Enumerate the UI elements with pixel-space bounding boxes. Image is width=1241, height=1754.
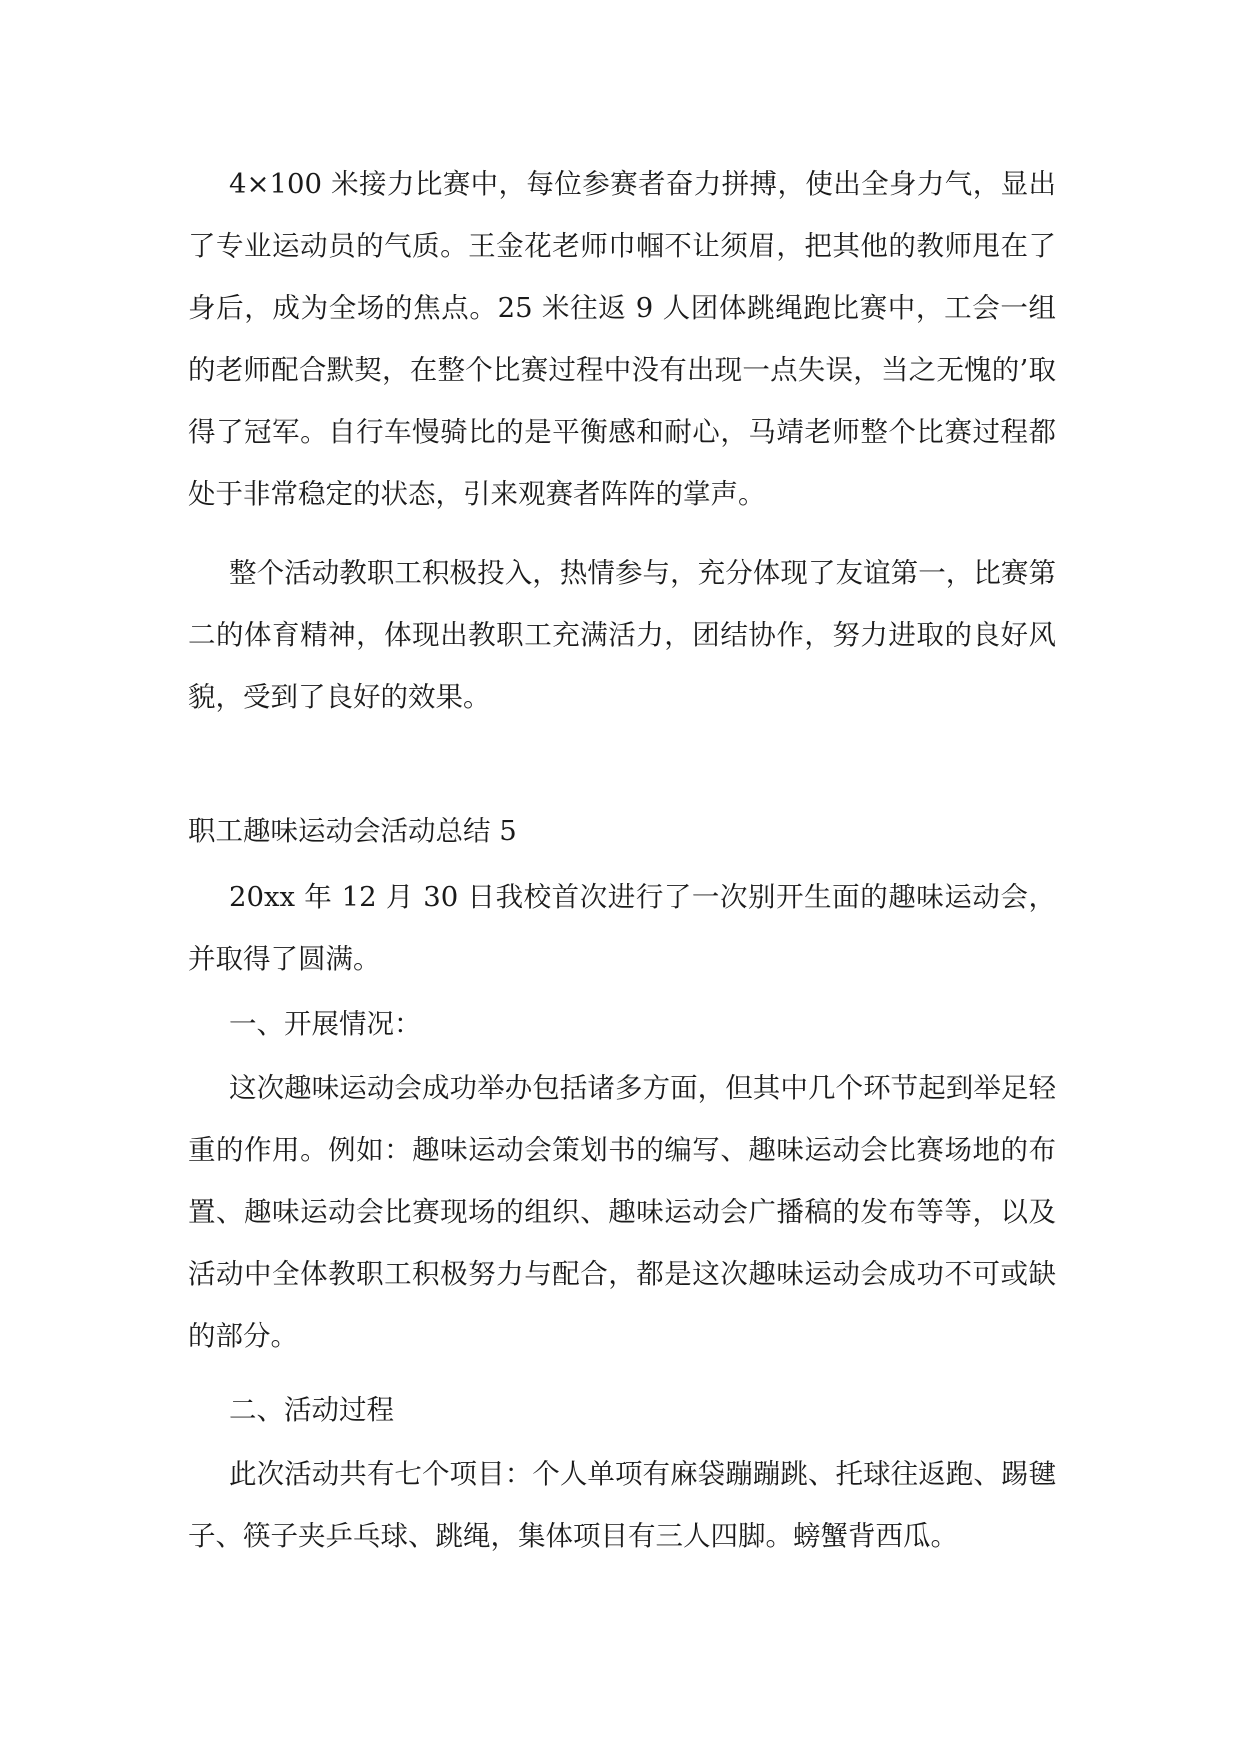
subheading-process: 二、活动过程 xyxy=(229,1394,394,1426)
paragraph-activity-summary: 整个活动教职工积极投入，热情参与，充分体现了友谊第一，比赛第二的体育精神，体现出教职工充满活力，团结协作，努力进取的良好风貌，受到了良好的效果。 xyxy=(188,557,1056,713)
section-title: 职工趣味运动会活动总结 5 xyxy=(188,815,517,847)
paragraph-process: 此次活动共有七个项目：个人单项有麻袋蹦蹦跳、托球往返跑、踢毽子、筷子夹乒乓球、跳绳，集体项目有三人四脚。螃蟹背西瓜。 xyxy=(188,1458,1056,1552)
subheading-situation: 一、开展情况： xyxy=(229,1008,422,1040)
paragraph-situation: 这次趣味运动会成功举办包括诸多方面，但其中几个环节起到举足轻重的作用。例如：趣味运动会策划书的编写、趣味运动会比赛场地的布置、趣味运动会比赛现场的组织、趣味运动会广播稿的发布等等，以及活动中全体教职工积极努力与配合，都是这次趣味运动会成功不可或缺的部分。 xyxy=(188,1072,1056,1352)
paragraph-intro: 20xx 年 12 月 30 日我校首次进行了一次别开生面的趣味运动会，并取得了圆满。 xyxy=(188,881,1056,975)
paragraph-relay-race: 4×100 米接力比赛中，每位参赛者奋力拼搏，使出全身力气，显出了专业运动员的气质。王金花老师巾帼不让须眉，把其他的教师甩在了身后，成为全场的焦点。25 米往返 9 人团体跳绳跑比赛中，工会一组的老师配合默契，在整个比赛过程中没有出现一点失误，当之无愧的’取得了冠军。自行车慢骑比的是平衡感和耐心，马靖老师整个比赛过程都处于非常稳定的状态，引来观赛者阵阵的掌声。 xyxy=(188,168,1056,510)
